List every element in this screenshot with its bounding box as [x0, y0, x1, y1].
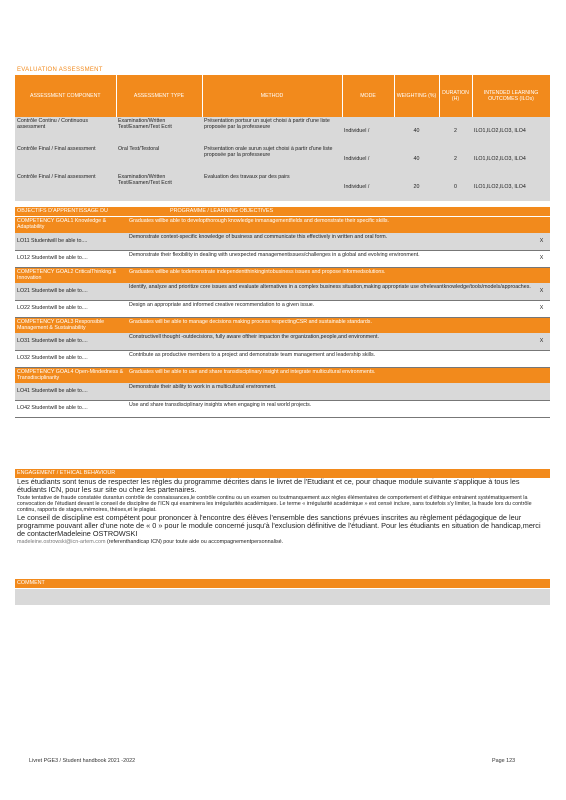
learning-outcome-text: Identify, analyze and prioritize core issues and evaluate alternatives in a complex business situation,making appropriate use ofrelevantknowledge/tools/models/approaches.: [127, 283, 533, 300]
learning-outcome-row: [15, 333, 550, 350]
learning-outcome-row: [15, 400, 550, 417]
learning-outcome-mark: X: [533, 233, 550, 250]
learning-outcome-id: LO21 Studentwill be able to....: [15, 283, 127, 300]
learning-outcome-row: [15, 283, 550, 300]
learning-outcome-row: [15, 250, 550, 267]
learning-outcome-mark: X: [533, 333, 550, 350]
evaluation-section-title: EVALUATION ASSESSMENT: [17, 67, 103, 73]
ethics-text: [17, 478, 549, 545]
eval-row: [15, 173, 550, 201]
learning-outcome-text: Use and share transdisciplinary insights when engaging in real world projects.: [127, 400, 533, 417]
eval-header-cell: WEIGHTING (%): [394, 75, 439, 117]
learning-outcome-id: LO31 Studentwill be able to....: [15, 333, 127, 350]
eval-header-cell: INTENDED LEARNING OUTCOMES (ILOs): [472, 75, 550, 117]
competency-goal-description: Graduates will be able to manage decisions making process respectingCSR and sustainable standards.: [127, 317, 550, 333]
eval-cell-type: Examination/Written Test/Examen/Test Ecrit: [116, 173, 202, 201]
learning-outcome-row: [15, 233, 550, 250]
eval-cell-type: Examination/Written Test/Examen/Test Ecrit: [116, 117, 202, 145]
competency-goal-row: [15, 367, 550, 383]
eval-cell-mode: Individuel /: [342, 117, 394, 145]
learning-objectives-table: [15, 217, 550, 418]
competency-goal-row: [15, 317, 550, 333]
ethics-paragraph-3: Le conseil de discipline est compétent pour prononcer à l'encontre des élèves l'ensemble des sanctions prévues inscrites au règlement pédagogique de leur programme pouvant aller d'une note de « 0 » pour le module concerné jusqu'à l'exclusion définitive de l'étudiant. Pour les étudiants en situation de handicap,merci de contacterMadeleine OSTROWSKI: [17, 512, 541, 539]
learning-outcome-id: LO11 Studentwill be able to....: [15, 233, 127, 250]
eval-cell-weight: 40: [394, 117, 439, 145]
ethics-paragraph-4: (referenthandicap ICN) pour toute aide ou accompagnementpersonnalisé.: [106, 538, 284, 545]
learning-outcome-text: Demonstrate their ability to work in a multicultural environment.: [127, 383, 533, 400]
competency-goal-description: Graduates willbe able todemonstrate independentthinkingintobusiness issues and propose informedsolutions.: [127, 267, 550, 283]
eval-cell-method: Evaluation des travaux par des pairs: [202, 173, 342, 201]
ethics-title: ENGAGEMENT / ETHICAL BEHAVIOUR: [17, 470, 116, 476]
comment-band: [15, 579, 550, 588]
learning-outcome-mark: [533, 383, 550, 400]
competency-goal-title: COMPETENCY GOAL4 Open-Mindedness & Transdisciplinarity: [15, 367, 127, 383]
eval-cell-component: Contrôle Final / Final assessment: [15, 145, 116, 173]
learning-outcome-row: [15, 383, 550, 400]
learning-outcome-id: LO22 Studentwill be able to....: [15, 300, 127, 317]
eval-cell-method: Présentation orale surun sujet choisi à partir d'une liste proposée par la professeure: [202, 145, 342, 173]
eval-cell-weight: 40: [394, 145, 439, 173]
eval-header-cell: ASSESSMENT TYPE: [116, 75, 202, 117]
learning-outcome-row: [15, 300, 550, 317]
objectives-band-center: PROGRAMME / LEARNING OBJECTIVES: [170, 208, 274, 214]
learning-outcome-id: LO32 Studentwill be able to....: [15, 350, 127, 367]
eval-header-cell: METHOD: [202, 75, 342, 117]
learning-outcome-id: LO12 Studentwill be able to....: [15, 250, 127, 267]
learning-outcome-text: Design an appropriate and informed creative recommendation to a given issue.: [127, 300, 533, 317]
eval-cell-method: Présentation portsur un sujet choisi à partir d'une liste proposée par la professeure: [202, 117, 342, 145]
learning-outcome-id: LO42 Studentwill be able to....: [15, 400, 127, 417]
objectives-band-left: OBJECTIFS D'APPRENTISSAGE DU: [17, 208, 108, 214]
eval-header-cell: MODE: [342, 75, 394, 117]
learning-outcome-mark: X: [533, 283, 550, 300]
evaluation-table: [15, 75, 551, 201]
learning-outcome-text: Demonstrate their flexibility in dealing with unexpected managementissues/challenges in a global and evolving environment.: [127, 250, 533, 267]
eval-cell-component: Contrôle Continu / Continuous assessment: [15, 117, 116, 145]
learning-outcome-id: LO41 Studentwill be able to....: [15, 383, 127, 400]
learning-outcome-mark: [533, 400, 550, 417]
eval-cell-mode: Individuel /: [342, 173, 394, 201]
learning-outcome-text: Constructivell thought -outdecisions, fully aware oftheir impacton the organization,people,and environment.: [127, 333, 533, 350]
eval-cell-mode: Individuel /: [342, 145, 394, 173]
comment-box[interactable]: [15, 589, 550, 605]
competency-goal-row: [15, 267, 550, 283]
ethics-paragraph-1: Les étudiants sont tenus de respecter les règles du programme décrites dans le livret de l'Etudiant et ce, pour chaque module suivante s'applique à tous les étudiants ICN, pour les sur site ou chez les partenaires.: [17, 477, 520, 495]
learning-outcome-mark: X: [533, 250, 550, 267]
competency-goal-title: COMPETENCY GOAL3 Responsible Management & Sustainability: [15, 317, 127, 333]
competency-goal-description: Graduates willbe able to developthorough knowledge inmanagementfields and demonstrate their specific skills.: [127, 217, 550, 233]
competency-goal-title: COMPETENCY GOAL2 CriticalThinking & Innovation: [15, 267, 127, 283]
eval-cell-duration: 0: [439, 173, 472, 201]
eval-cell-ilo: ILO1,ILO2,ILO3, ILO4: [472, 173, 550, 201]
eval-header-cell: DURATION (H): [439, 75, 472, 117]
competency-goal-row: [15, 217, 550, 233]
ethics-email-link[interactable]: madeleine.ostrowski@icn-artem.com: [17, 538, 106, 545]
eval-row: [15, 145, 550, 173]
eval-cell-ilo: ILO1,ILO2,ILO3, ILO4: [472, 145, 550, 173]
footer-left: Livret PGE3 / Student handbook 2021 -2022: [29, 758, 136, 764]
eval-cell-duration: 2: [439, 145, 472, 173]
eval-cell-type: Oral Test/Testoral: [116, 145, 202, 173]
objectives-band: [15, 207, 550, 216]
eval-cell-component: Contrôle Final / Final assessment: [15, 173, 116, 201]
learning-outcome-text: Demonstrate context-specific knowledge of business and communicate this effectively in written and oral form.: [127, 233, 533, 250]
eval-row: [15, 117, 550, 145]
learning-outcome-mark: X: [533, 300, 550, 317]
eval-header-cell: ASSESSMENT COMPONENT: [15, 75, 116, 117]
learning-outcome-mark: [533, 350, 550, 367]
competency-goal-description: Graduates will be able to use and share transdisciplinary insight and integrate multicultural environments.: [127, 367, 550, 383]
eval-cell-weight: 20: [394, 173, 439, 201]
learning-outcome-text: Contribute as productive members to a project and demonstrate team management and leadership skills.: [127, 350, 533, 367]
learning-outcome-row: [15, 350, 550, 367]
competency-goal-title: COMPETENCY GOAL1 Knowledge & Adaptability: [15, 217, 127, 233]
ethics-paragraph-2: Toute tentative de fraude constatée durantun contrôle de connaissances,le contrôle continu ou un examen ou toutmanquement aux règles élémentaires de comportement et d'éthique entrainent systématiquement la convocation de l'étudiant devant le conseil de discipline de l'ICN qui examinera les irrégularités académiques. Le terme « irrégularité académique » est censé inclure, sans toutefois s'y limiter, la fraude lors du contrôle continu, rapports de stages,mémoires, thèses,et le plagiat.: [17, 494, 532, 514]
comment-title: COMMENT: [17, 580, 45, 586]
eval-cell-duration: 2: [439, 117, 472, 145]
eval-cell-ilo: ILO1,ILO2,ILO3, ILO4: [472, 117, 550, 145]
page-number: Page 123: [492, 758, 516, 764]
